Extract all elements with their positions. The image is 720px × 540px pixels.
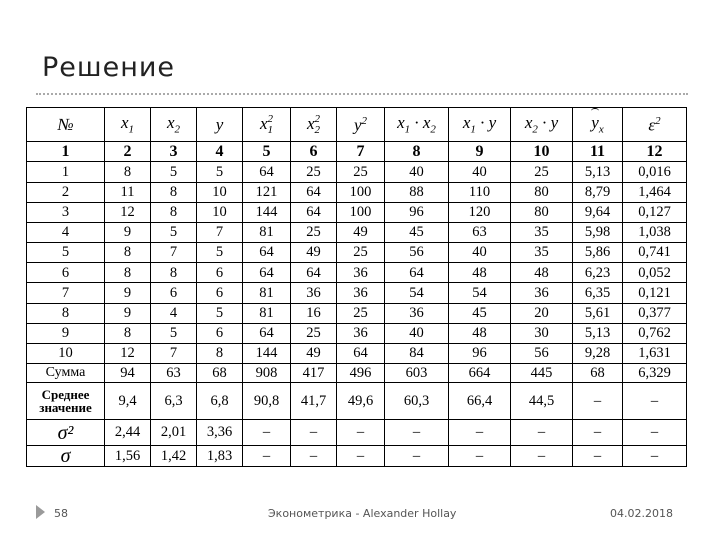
table-cell: 40 [449,162,511,182]
header-superscript: 2 [655,114,661,127]
table-cell: 68 [197,364,243,383]
table-cell: 10 [27,343,105,363]
table-cell: 44,5 [511,383,573,420]
table-cell: 6 [197,283,243,303]
table-cell: 6,3 [151,383,197,420]
table-cell: 908 [243,364,291,383]
column-header [337,108,385,142]
header-subscript: 2 [430,123,436,136]
table-cell: 8 [385,142,449,162]
table-cell: 7 [151,243,197,263]
table-cell: 1,56 [105,445,151,466]
table-cell: 0,127 [623,202,687,222]
table-cell: 7 [27,283,105,303]
column-header [105,108,151,142]
table-cell: 0,762 [623,323,687,343]
table-cell: 9,4 [105,383,151,420]
table-cell: 1 [27,162,105,182]
table-cell: 12 [105,343,151,363]
table-cell: 9 [27,323,105,343]
header-superscript: 2 [314,112,321,125]
header-operator: · x [410,112,431,132]
table-cell: 6 [27,263,105,283]
table-cell: 5,98 [573,222,623,242]
table-cell: 0,052 [623,263,687,283]
table-cell: 8 [105,323,151,343]
table-cell: – [243,445,291,466]
table-cell: 54 [385,283,449,303]
table-cell: 36 [337,283,385,303]
table-cell: 49 [291,343,337,363]
table-cell: σ² [27,420,105,445]
table-cell: 64 [243,323,291,343]
table-cell: 1,631 [623,343,687,363]
table-cell: 81 [243,303,291,323]
column-header [243,108,291,142]
table-cell: 9 [449,142,511,162]
table-cell: 10 [511,142,573,162]
table-row [27,323,687,343]
table-cell: 5 [151,323,197,343]
table-cell: 30 [511,323,573,343]
table-cell: 80 [511,182,573,202]
table-cell: 2 [27,182,105,202]
header-symbol: y [353,115,362,135]
table-cell: 12 [105,202,151,222]
table-cell: 0,377 [623,303,687,323]
table-cell: – [623,383,687,420]
table-cell: 0,016 [623,162,687,182]
table-cell: 3 [151,142,197,162]
bullet-arrow-icon [36,505,45,519]
table-cell: 5,61 [573,303,623,323]
column-header [151,108,197,142]
table-cell: 41,7 [291,383,337,420]
column-header [623,108,687,142]
table-cell: 9,28 [573,343,623,363]
table-cell: 56 [511,343,573,363]
table-cell: 8 [197,343,243,363]
table-cell: 49 [337,222,385,242]
table-cell: 6 [151,283,197,303]
table-cell: 603 [385,364,449,383]
table-cell: 5 [197,243,243,263]
column-header [291,108,337,142]
table-cell: 664 [449,364,511,383]
table-cell: 63 [449,222,511,242]
table-cell: 25 [291,323,337,343]
table-cell: 40 [385,162,449,182]
table-cell: 94 [105,364,151,383]
table-cell: 9 [105,283,151,303]
table-cell: 3,36 [197,420,243,445]
solution-table [26,107,687,467]
variance-row [27,420,687,445]
table-cell: 8 [151,202,197,222]
table-cell: 6 [291,142,337,162]
table-cell: – [385,420,449,445]
header-symbol: x [462,112,471,132]
table-cell: 2,01 [151,420,197,445]
page-number: 58 [54,507,68,520]
table-cell: 45 [385,222,449,242]
table-cell: – [449,420,511,445]
table-row [27,202,687,222]
table-cell: 16 [291,303,337,323]
table-cell: 36 [511,283,573,303]
header-operator: · y [475,112,497,132]
table-cell: 25 [291,162,337,182]
header-symbol: x [120,112,129,132]
table-cell: 35 [511,222,573,242]
table-cell: 1 [27,142,105,162]
table-cell: 36 [337,263,385,283]
table-cell: 25 [337,243,385,263]
table-cell: σ [27,445,105,466]
header-symbol: № [57,115,74,135]
std-dev-row [27,445,687,466]
table-cell: 9 [105,303,151,323]
table-cell: 110 [449,182,511,202]
slide-title: Решение [42,52,176,83]
column-number-row [27,142,687,162]
header-subscript: 1 [470,123,476,136]
table-cell: 445 [511,364,573,383]
table-cell: 1,464 [623,182,687,202]
table-cell: 100 [337,182,385,202]
table-cell: 64 [337,343,385,363]
header-symbol: ε [648,115,656,135]
table-cell: 64 [243,162,291,182]
footer-date: 04.02.2018 [610,507,673,520]
column-header [385,108,449,142]
table-cell: 8,79 [573,182,623,202]
header-subscript: 1 [267,123,274,136]
table-cell: 0,741 [623,243,687,263]
table-row [27,283,687,303]
header-superscript: 2 [361,114,368,127]
header-subscript: x [598,123,604,136]
table-cell: – [291,445,337,466]
table-cell: 54 [449,283,511,303]
table-cell: 6 [197,323,243,343]
table-cell: – [573,445,623,466]
table-cell: – [385,445,449,466]
mean-row [27,383,687,420]
table-cell: 36 [385,303,449,323]
table-row [27,162,687,182]
table-cell: 5 [197,162,243,182]
table-row [27,343,687,363]
header-subscript: 2 [532,123,538,136]
table-cell: 90,8 [243,383,291,420]
table-cell: 5 [27,243,105,263]
table-cell: 64 [291,182,337,202]
table-cell: – [449,445,511,466]
table-cell: Среднее значение [27,383,105,420]
column-header [27,108,105,142]
table-cell: 96 [449,343,511,363]
table-cell: 9 [105,222,151,242]
table-cell: 11 [573,142,623,162]
table-cell: 6,329 [623,364,687,383]
table-cell: – [511,420,573,445]
table-cell: 25 [511,162,573,182]
table-cell: 36 [291,283,337,303]
column-header [573,108,623,142]
table-cell: 81 [243,222,291,242]
table-cell: 49,6 [337,383,385,420]
table-row [27,303,687,323]
header-symbol: y [215,115,224,135]
table-cell: 144 [243,202,291,222]
table-cell: 60,3 [385,383,449,420]
table-cell: 5 [243,142,291,162]
table-cell: 0,121 [623,283,687,303]
header-subscript: 1 [404,123,411,136]
table-cell: 63 [151,364,197,383]
table-cell: 40 [449,243,511,263]
table-cell: 64 [385,263,449,283]
table-cell: 48 [511,263,573,283]
header-subscript: 1 [128,123,135,136]
header-row [27,108,687,142]
header-subscript: 2 [174,123,181,136]
table-cell: 48 [449,263,511,283]
table-cell: 7 [151,343,197,363]
table-cell: 5,13 [573,162,623,182]
table-cell: 10 [197,202,243,222]
table-cell: 5 [151,222,197,242]
header-superscript: 2 [267,112,274,125]
table-cell: 12 [623,142,687,162]
table-cell: 8 [151,182,197,202]
table-cell: 5 [151,162,197,182]
table-row [27,243,687,263]
table-cell: 120 [449,202,511,222]
table-cell: 5 [197,303,243,323]
table-cell: 9,64 [573,202,623,222]
table-cell: 8 [27,303,105,323]
table-cell: 7 [337,142,385,162]
table-cell: 64 [291,202,337,222]
header-symbol: x [306,113,315,133]
table-cell: 1,038 [623,222,687,242]
table-cell: – [337,420,385,445]
table-cell: 84 [385,343,449,363]
table-cell: – [511,445,573,466]
table-cell: 6 [197,263,243,283]
table-cell: 6,35 [573,283,623,303]
title-divider [36,93,688,95]
header-symbol: x [259,113,268,133]
table-row [27,222,687,242]
table-cell: 3 [27,202,105,222]
header-symbol: x [397,112,405,132]
table-cell: 8 [151,263,197,283]
table-cell: 6,23 [573,263,623,283]
table-cell: 25 [291,222,337,242]
table-cell: – [243,420,291,445]
table-row [27,263,687,283]
table-cell: – [337,445,385,466]
table-cell: 25 [337,162,385,182]
table-cell: 80 [511,202,573,222]
table-body [27,108,687,467]
header-operator: · y [537,112,559,132]
table-cell: 64 [243,263,291,283]
table-cell: 20 [511,303,573,323]
table-row [27,182,687,202]
table-cell: 7 [197,222,243,242]
table-cell: 4 [27,222,105,242]
table-cell: 66,4 [449,383,511,420]
table-cell: 11 [105,182,151,202]
table-cell: 48 [449,323,511,343]
table-cell: 88 [385,182,449,202]
table-cell: 25 [337,303,385,323]
table-cell: 40 [385,323,449,343]
table-cell: 56 [385,243,449,263]
table-cell: Сумма [27,364,105,383]
table-cell: 4 [197,142,243,162]
table-cell: 496 [337,364,385,383]
header-symbol: y [591,112,599,132]
table-cell: 2,44 [105,420,151,445]
table-cell: – [291,420,337,445]
table-cell: – [623,420,687,445]
table-cell: 6,8 [197,383,243,420]
header-subscript: 2 [314,123,321,136]
table-cell: 64 [243,243,291,263]
table-cell: 5,86 [573,243,623,263]
table-cell: – [573,383,623,420]
table-cell: 144 [243,343,291,363]
table-cell: 8 [105,263,151,283]
table-cell: 1,83 [197,445,243,466]
table-cell: – [573,420,623,445]
table-cell: 36 [337,323,385,343]
table-cell: 417 [291,364,337,383]
table-cell: 100 [337,202,385,222]
table-cell: 2 [105,142,151,162]
header-symbol: x [524,112,533,132]
table-cell: 121 [243,182,291,202]
column-header [511,108,573,142]
table-cell: 1,42 [151,445,197,466]
footer-text: Эконометрика - Alexander Hollay [268,507,457,520]
table-cell: 68 [573,364,623,383]
table-cell: 8 [105,243,151,263]
sum-row [27,364,687,383]
table-cell: 10 [197,182,243,202]
header-symbol: x [166,112,175,132]
table-cell: – [623,445,687,466]
table-cell: 5,13 [573,323,623,343]
table-cell: 96 [385,202,449,222]
table-cell: 8 [105,162,151,182]
column-header [197,108,243,142]
table-cell: 64 [291,263,337,283]
table-cell: 4 [151,303,197,323]
table-cell: 49 [291,243,337,263]
column-header [449,108,511,142]
table-cell: 35 [511,243,573,263]
table-cell: 81 [243,283,291,303]
table-cell: 45 [449,303,511,323]
